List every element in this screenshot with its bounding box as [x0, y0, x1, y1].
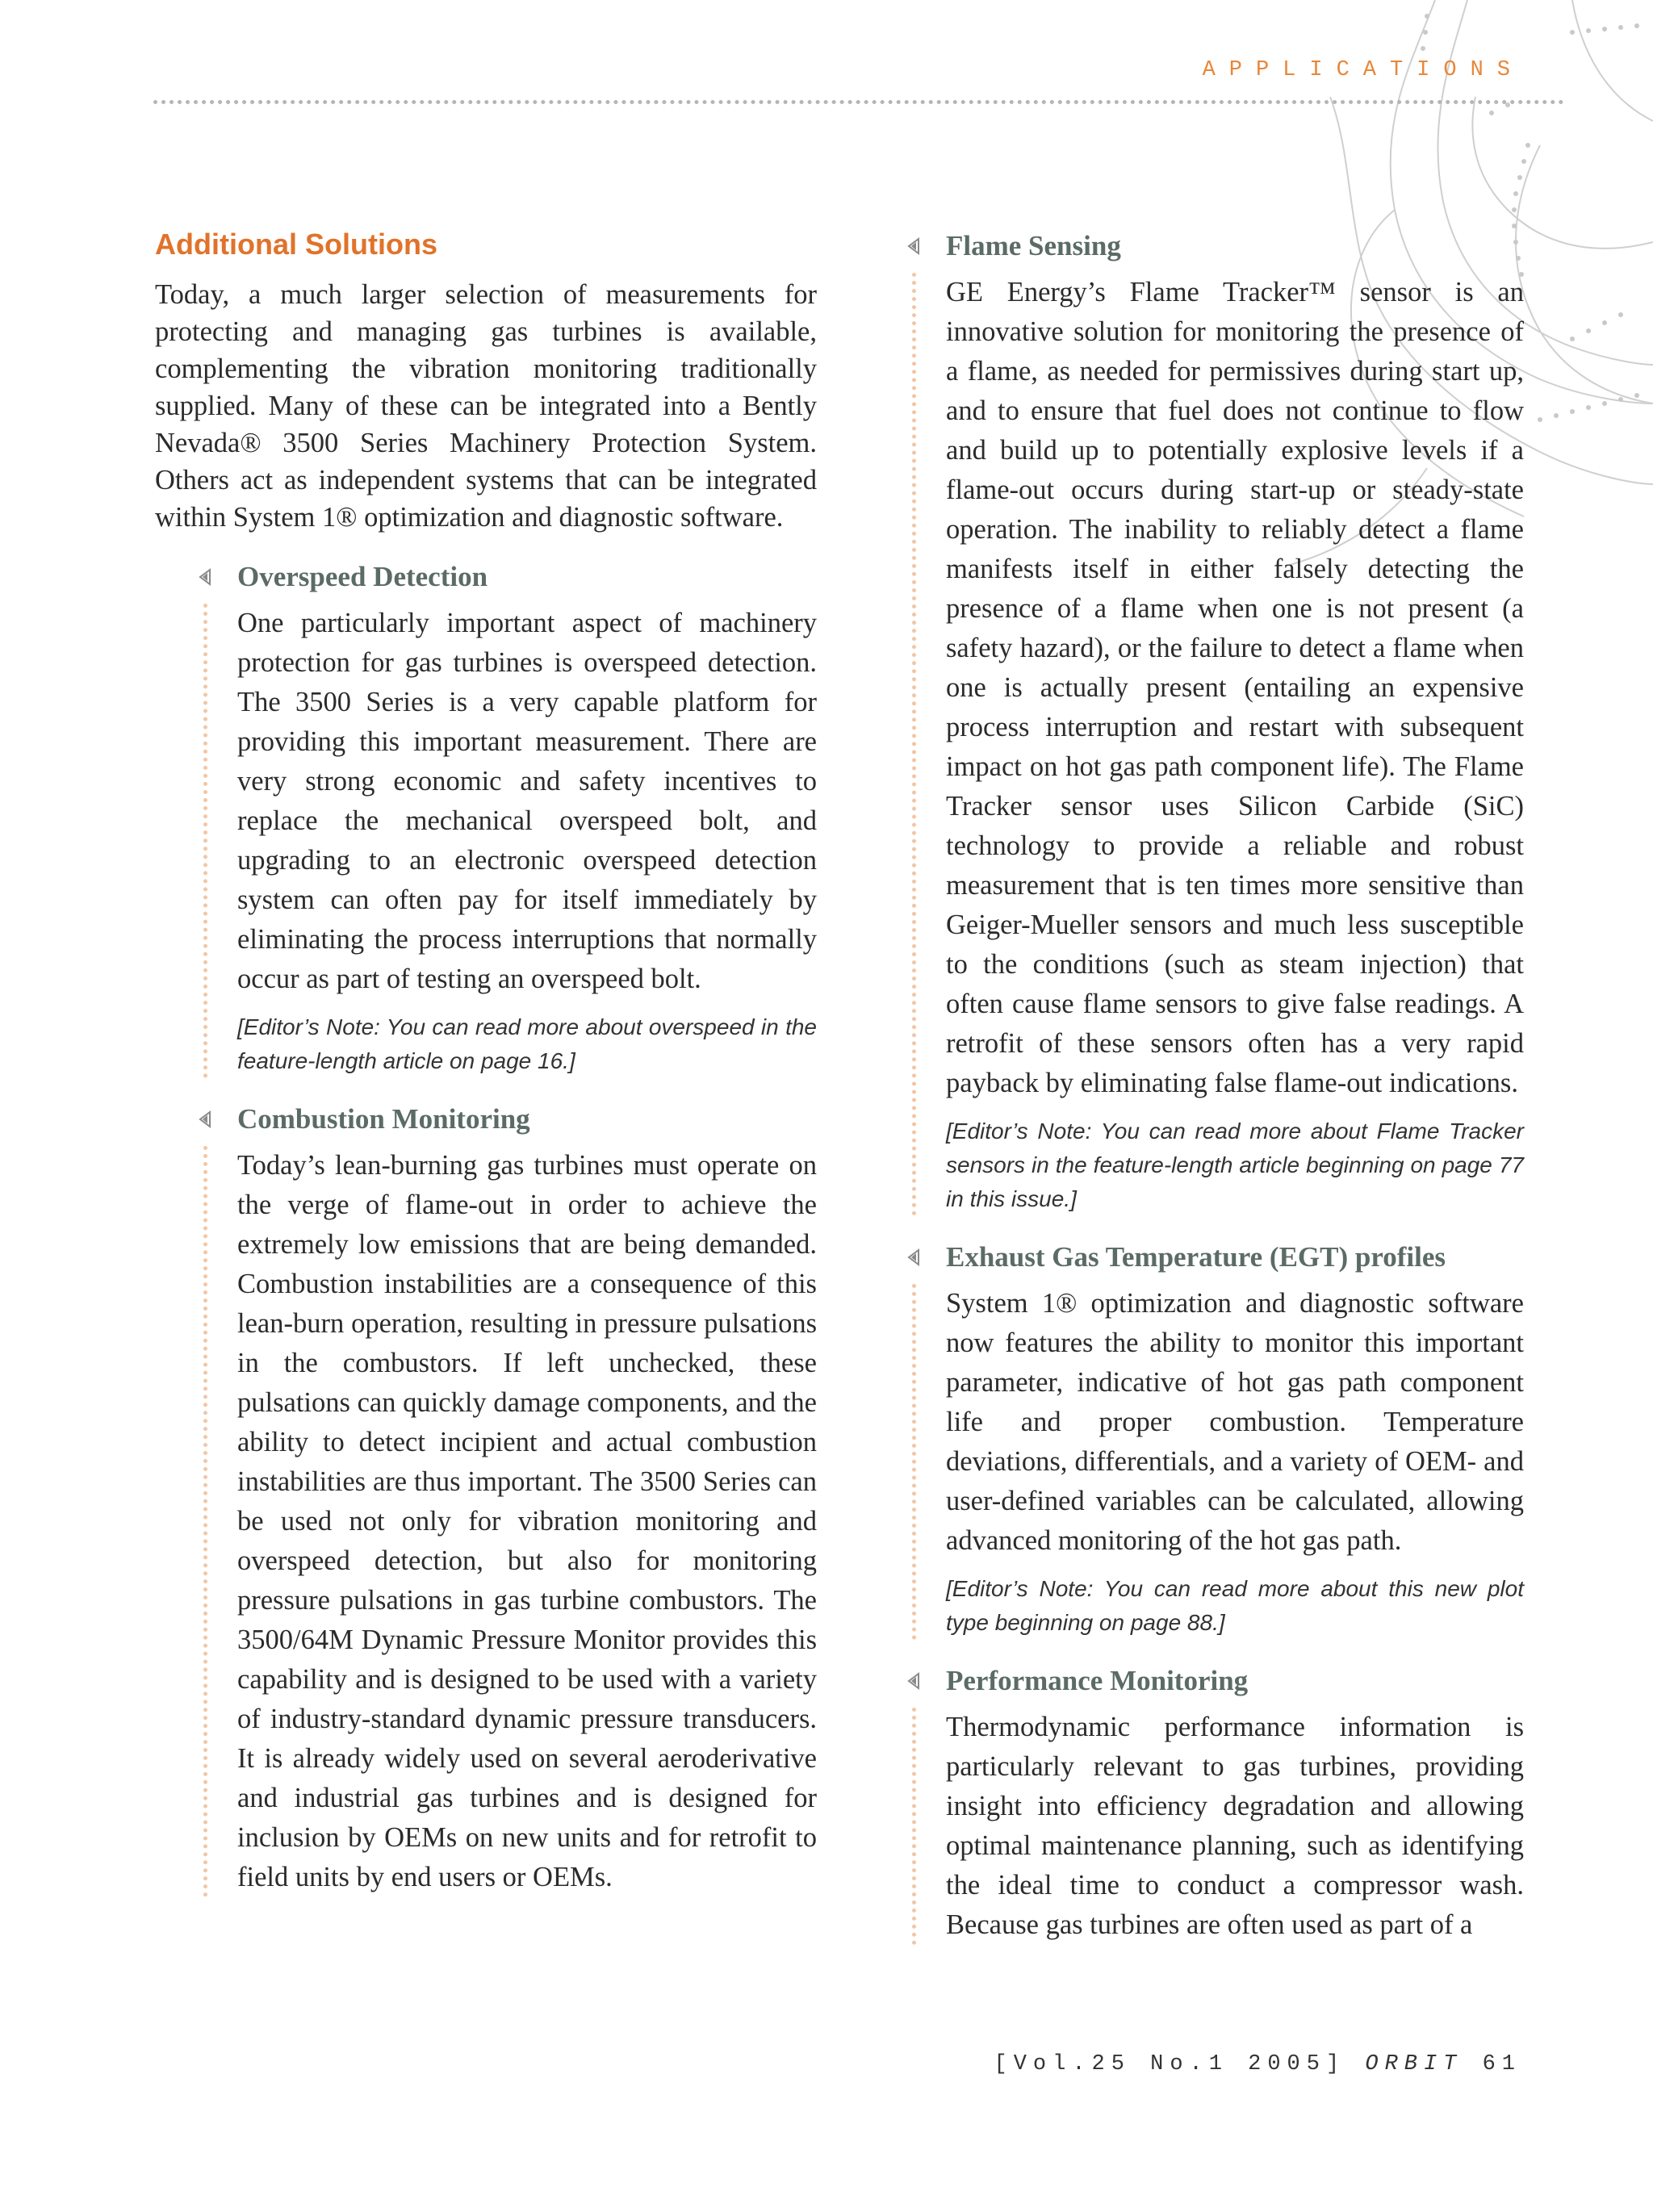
- performance-paragraph: Thermodynamic performance information is particularly relevant to gas turbines, providing insight into efficiency degradation and allowing optimal maintenance planning, such as identifying the ideal time to conduct a compressor wash. Because gas turbines are often used as part of a: [946, 1712, 1524, 1940]
- editor-note-label: [Editor’s Note:: [946, 1576, 1094, 1601]
- arrow-left-icon: [195, 567, 215, 587]
- combustion-heading: [237, 1101, 817, 1138]
- combustion-body: [237, 1146, 817, 1897]
- right-column: [910, 228, 1524, 1945]
- combustion-heading-text: Combustion Monitoring: [237, 1103, 530, 1135]
- header-dotted-rule: [153, 100, 1564, 104]
- overspeed-body: [237, 604, 817, 1078]
- intro-paragraph: Today, a much larger selection of measurements for protecting and managing gas turbines is available, complementing the vibration monitoring traditionally supplied. Many of these can be integrated into a Bently Nevada® 3500 Series Machinery Protection System. Others act as independent systems that can be integrated within System 1® optimization and diagnostic software.: [155, 279, 817, 533]
- combustion-paragraph: Today’s lean-burning gas turbines must operate on the verge of flame-out in order to achieve the extremely low emissions that are being demanded. Combustion instabilities are a consequence of this lean-burn operation, resulting in pressure pulsations in the combustors. If left unchecked, these pulsations can quickly damage components, and the ability to detect incipient and actual combustion instabilities are thus important. The 3500 Series can be used not only for vibration monitoring and overspeed detection, but also for monitoring pressure pulsations in gas turbine combustors. The 3500/64M Dynamic Pressure Monitor provides this capability and is designed to be used with a variety of industry-standard dynamic pressure transducers. It is already widely used on several aeroderivative and industrial gas turbines and is designed for inclusion by OEMs on new units and for retrofit to field units by end users or OEMs.: [237, 1150, 817, 1892]
- combustion-section: [237, 1101, 817, 1897]
- overspeed-section: [237, 558, 817, 1078]
- egt-section: [946, 1239, 1524, 1640]
- egt-heading: [946, 1239, 1524, 1276]
- performance-heading-text: Performance Monitoring: [946, 1665, 1249, 1696]
- arrow-left-icon: [904, 236, 923, 256]
- performance-heading: [946, 1662, 1524, 1700]
- editor-note-label: [Editor’s Note:: [237, 1014, 380, 1039]
- editor-note-text: You can read more about overspeed in the feature-length article on page 16.]: [237, 1014, 817, 1073]
- flame-editor-note: [946, 1114, 1524, 1216]
- magazine-name: ORBIT: [1365, 2052, 1463, 2076]
- page-number: 61: [1482, 2052, 1521, 2076]
- overspeed-editor-note: [237, 1010, 817, 1078]
- egt-paragraph: System 1® optimization and diagnostic software now features the ability to monitor this important parameter, indicative of hot gas path component life and proper combustion. Temperature deviations, differentials, and a variety of OEM- and user-defined variables can be calculated, allowing advanced monitoring of the hot gas path.: [946, 1288, 1524, 1556]
- issue-label: [Vol.25 No.1 2005]: [994, 2052, 1346, 2076]
- editor-note-text: You can read more about this new plot type beginning on page 88.]: [946, 1576, 1524, 1635]
- editor-note-label: [Editor’s Note:: [946, 1119, 1092, 1144]
- editor-note-text: You can read more about Flame Tracker sensors in the feature-length article beginning on page 77 in this issue.]: [946, 1119, 1525, 1211]
- egt-editor-note: [946, 1572, 1524, 1640]
- section-title: Additional Solutions: [155, 228, 437, 261]
- arrow-left-icon: [904, 1671, 923, 1691]
- flame-paragraph: GE Energy’s Flame Tracker™ sensor is an innovative solution for monitoring the presence of a flame, as needed for permissives during start up, and to ensure that fuel does not continue to flow and build up to potentially explosive levels if a flame-out occurs during start-up or steady-state operation. The inability to reliably detect a flame manifests itself in either falsely detecting the presence of a flame when one is not present (a safety hazard), or the failure to detect a flame when one is actually present (entailing an expensive process interruption and restart with subsequent impact on hot gas path component life). The Flame Tracker sensor uses Silicon Carbide (SiC) technology to provide a reliable and robust measurement that is ten times more sensitive than Geiger-Mueller sensors and much less susceptible to the conditions (such as steam injection) that often cause flame sensors to give false readings. A retrofit of these sensors often has a very rapid payback by eliminating false flame-out indications.: [946, 277, 1524, 1098]
- flame-section: [946, 228, 1524, 1216]
- performance-section: [946, 1662, 1524, 1945]
- flame-body: [946, 273, 1524, 1216]
- flame-heading-text: Flame Sensing: [946, 230, 1121, 261]
- overspeed-heading-text: Overspeed Detection: [237, 561, 488, 592]
- performance-body: [946, 1708, 1524, 1945]
- left-column: [155, 228, 817, 1897]
- flame-heading: [946, 228, 1524, 265]
- overspeed-paragraph: One particularly important aspect of machinery protection for gas turbines is overspeed detection. The 3500 Series is a very capable platform for providing this important measurement. There are very strong economic and safety incentives to replace the mechanical overspeed bolt, and upgrading to an electronic overspeed detection system can often pay for itself immediately by eliminating the process interruptions that normally occur as part of testing an overspeed bolt.: [237, 608, 817, 994]
- arrow-left-icon: [195, 1110, 215, 1129]
- egt-heading-text: Exhaust Gas Temperature (EGT) profiles: [946, 1241, 1446, 1273]
- egt-body: [946, 1284, 1524, 1640]
- arrow-left-icon: [904, 1248, 923, 1267]
- section-header: APPLICATIONS: [1202, 58, 1524, 82]
- page-footer: [994, 2052, 1521, 2076]
- overspeed-heading: [237, 558, 817, 596]
